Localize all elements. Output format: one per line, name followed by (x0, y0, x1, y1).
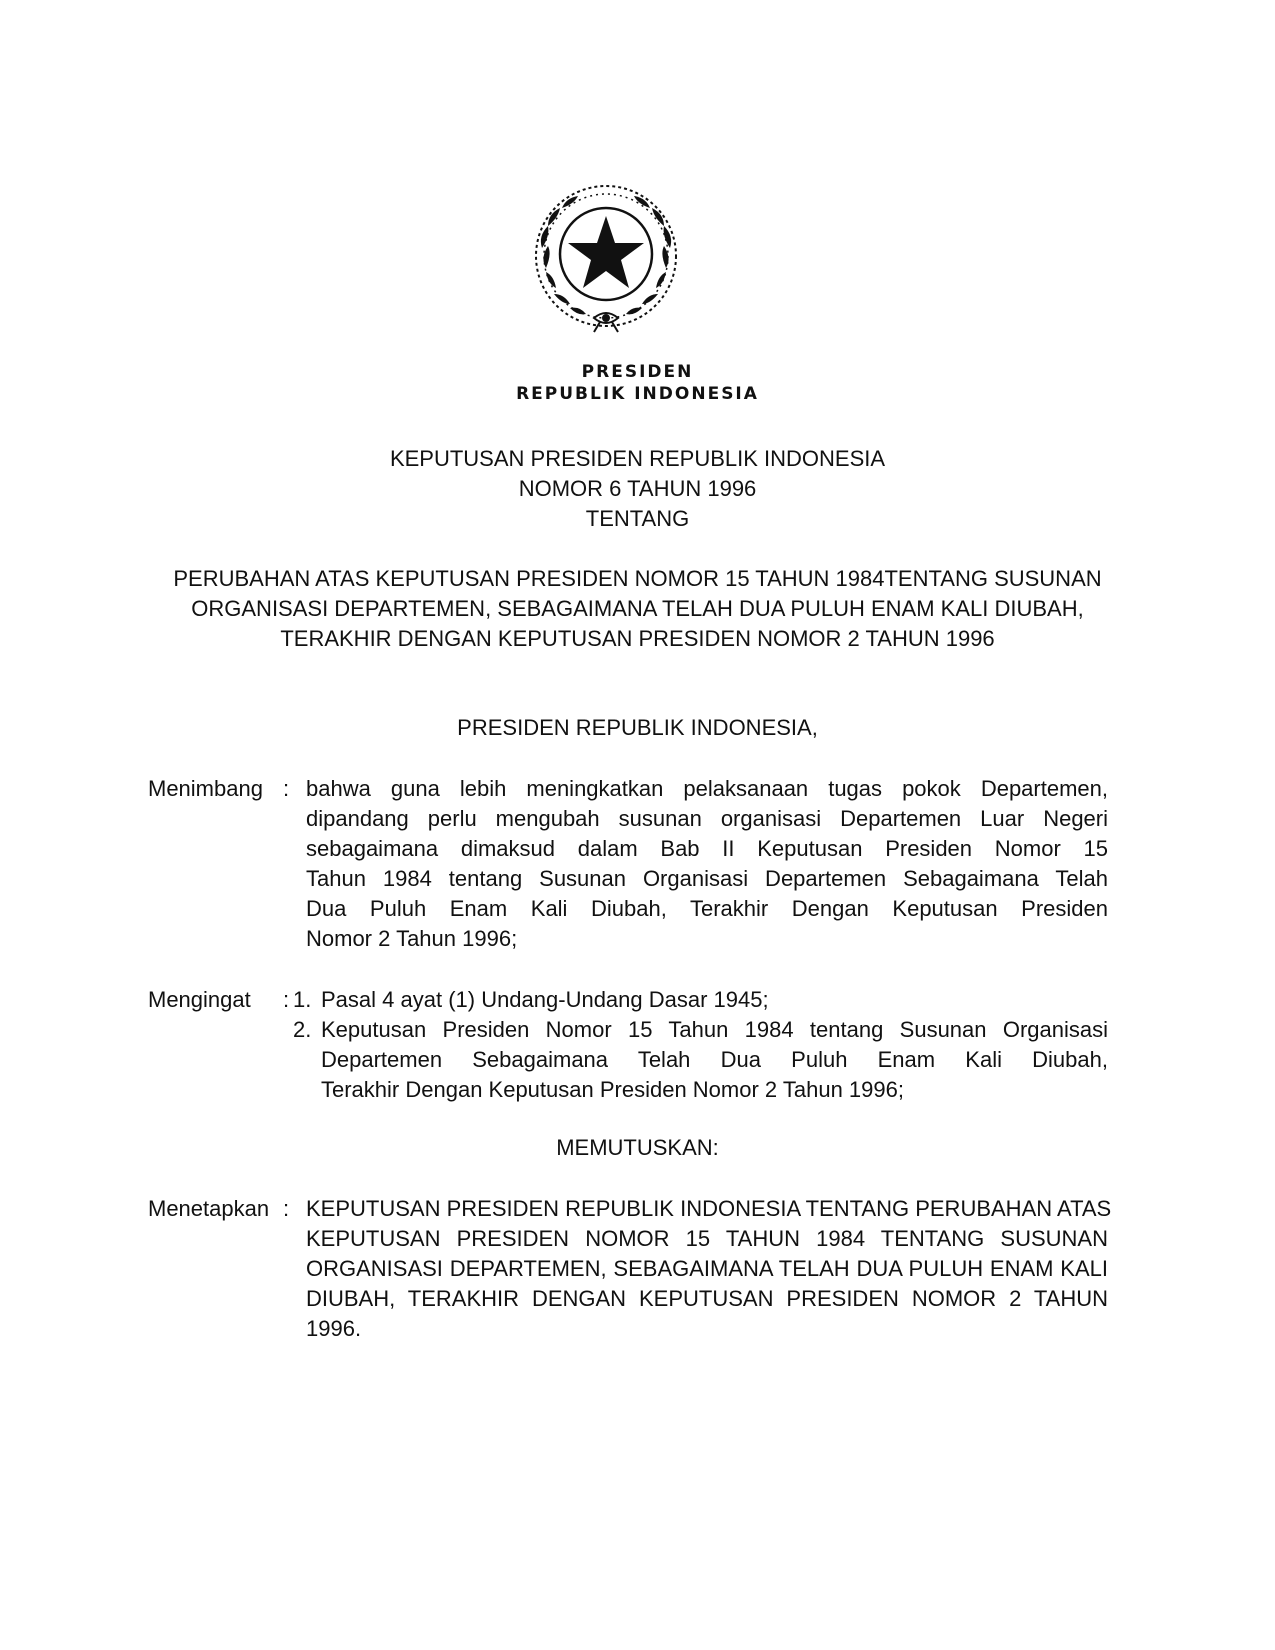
list-item-text (321, 985, 1108, 1015)
menetapkan-section (148, 1194, 1112, 1354)
letterhead-line-2: REPUBLIK INDONESIA (516, 384, 759, 404)
menetapkan-colon: : (283, 1196, 290, 1221)
menimbang-line: dipandang perlu mengubah susunan organisasi Departemen Luar Negeri (306, 806, 1108, 831)
menimbang-line: Dua Puluh Enam Kali Diubah, Terakhir Dengan Keputusan Presiden (306, 896, 1108, 921)
list-item-number: 1. (293, 987, 312, 1012)
menetapkan-line: KEPUTUSAN PRESIDEN REPUBLIK INDONESIA TENTANG PERUBAHAN ATAS (306, 1196, 1112, 1221)
menetapkan-line: 1996. (306, 1316, 362, 1341)
decree-title: KEPUTUSAN PRESIDEN REPUBLIK INDONESIA (389, 446, 886, 471)
menimbang-section (148, 774, 1108, 964)
menetapkan-line: DIUBAH, TERAKHIR DENGAN KEPUTUSAN PRESIDEN NOMOR 2 TAHUN (306, 1286, 1108, 1311)
president-heading: PRESIDEN REPUBLIK INDONESIA, (457, 715, 818, 740)
menetapkan-body (306, 1194, 1112, 1344)
mengingat-section (148, 985, 1108, 1115)
menimbang-line: bahwa guna lebih meningkatkan pelaksanaan tugas pokok Departemen, (306, 776, 1108, 801)
menimbang-label: Menimbang (148, 776, 263, 801)
subject-line: PERUBAHAN ATAS KEPUTUSAN PRESIDEN NOMOR 15 TAHUN 1984TENTANG SUSUNAN (173, 566, 1102, 591)
decree-number: NOMOR 6 TAHUN 1996 (518, 476, 757, 501)
menimbang-line: sebagaimana dimaksud dalam Bab II Keputusan Presiden Nomor 15 (306, 836, 1108, 861)
decree-subject (150, 564, 1125, 654)
subject-line: TERAKHIR DENGAN KEPUTUSAN PRESIDEN NOMOR 2 TAHUN 1996 (280, 626, 995, 651)
presidential-seal-graphic (526, 178, 686, 338)
menimbang-line: Nomor 2 Tahun 1996; (306, 926, 518, 951)
menimbang-colon: : (283, 776, 290, 801)
menetapkan-line: ORGANISASI DEPARTEMEN, SEBAGAIMANA TELAH DUA PULUH ENAM KALI (306, 1256, 1108, 1281)
mengingat-label: Mengingat (148, 987, 251, 1012)
menimbang-line: Tahun 1984 tentang Susunan Organisasi Departemen Sebagaimana Telah (306, 866, 1108, 891)
list-item-number: 2. (293, 1017, 312, 1042)
list-item-line: Keputusan Presiden Nomor 15 Tahun 1984 tentang Susunan Organisasi (321, 1017, 1108, 1042)
decision-heading: MEMUTUSKAN: (556, 1135, 719, 1160)
list-item-line: Departemen Sebagaimana Telah Dua Puluh Enam Kali Diubah, (321, 1047, 1108, 1072)
presidential-seal-icon (526, 178, 686, 338)
list-item-line: Terakhir Dengan Keputusan Presiden Nomor 2 Tahun 1996; (321, 1077, 904, 1102)
subject-line: ORGANISASI DEPARTEMEN, SEBAGAIMANA TELAH DUA PULUH ENAM KALI DIUBAH, (191, 596, 1084, 621)
list-item-line: Pasal 4 ayat (1) Undang-Undang Dasar 1945; (321, 987, 769, 1012)
decree-tentang: TENTANG (585, 506, 690, 531)
menetapkan-line: KEPUTUSAN PRESIDEN NOMOR 15 TAHUN 1984 TENTANG SUSUNAN (306, 1226, 1108, 1251)
letterhead-line-1: PRESIDEN (581, 362, 694, 382)
menetapkan-label: Menetapkan (148, 1196, 270, 1221)
list-item-text (321, 1015, 1108, 1105)
menimbang-body (306, 774, 1108, 954)
mengingat-colon: : (283, 987, 290, 1012)
